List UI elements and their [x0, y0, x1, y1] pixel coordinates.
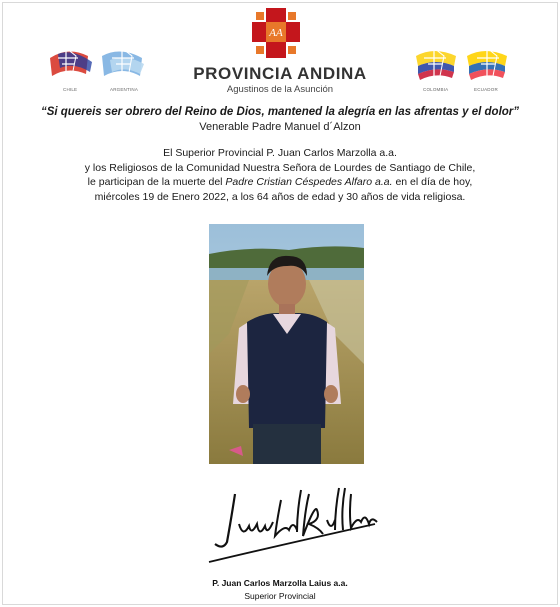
ecuador-flag-icon — [465, 44, 513, 86]
province-subtitle: Agustinos de la Asunción — [226, 84, 334, 95]
announcement-line-3-start: le participan de la muerte del — [87, 176, 226, 189]
deceased-photo — [209, 224, 364, 464]
svg-text:AA: AA — [269, 27, 283, 39]
announcement-line-1: El Superior Provincial P. Juan Carlos Marzolla a.a. — [163, 147, 397, 159]
signer-name: P. Juan Carlos Marzolla Laius a.a. — [212, 578, 348, 588]
deceased-name: Padre Cristian Céspedes Alfaro a.a. — [225, 176, 393, 189]
argentina-label: ARGENTINA — [110, 87, 139, 92]
ecuador-label: ECUADOR — [474, 87, 498, 92]
chile-flag-icon — [48, 44, 96, 86]
announcement-line-2: y los Religiosos de la Comunidad Nuestra Señora de Lourdes de Santiago de Chile, — [84, 161, 476, 174]
province-title: PROVINCIA ANDINA — [193, 64, 367, 83]
signer-title: Superior Provincial — [244, 591, 316, 601]
announcement-line-3 — [20, 175, 540, 190]
announcement-text — [20, 146, 540, 204]
colombia-flag-icon — [414, 44, 462, 86]
chile-label: CHILE — [63, 87, 78, 92]
handwritten-signature — [205, 480, 390, 575]
quote-text: “Si quereis ser obrero del Reino de Dios, mantened la alegría en las afrentas y el dolor” — [40, 106, 520, 118]
provincia-andina-logo — [252, 8, 300, 58]
announcement-line-4: miércoles 19 de Enero 2022, a los 64 años de edad y 30 años de vida religiosa. — [94, 190, 466, 203]
argentina-flag-icon — [100, 44, 148, 86]
quote-author: Venerable Padre Manuel d´Alzon — [199, 121, 361, 133]
announcement-line-3-end: en el día de hoy, — [392, 176, 473, 189]
colombia-label: COLOMBIA — [423, 87, 449, 92]
